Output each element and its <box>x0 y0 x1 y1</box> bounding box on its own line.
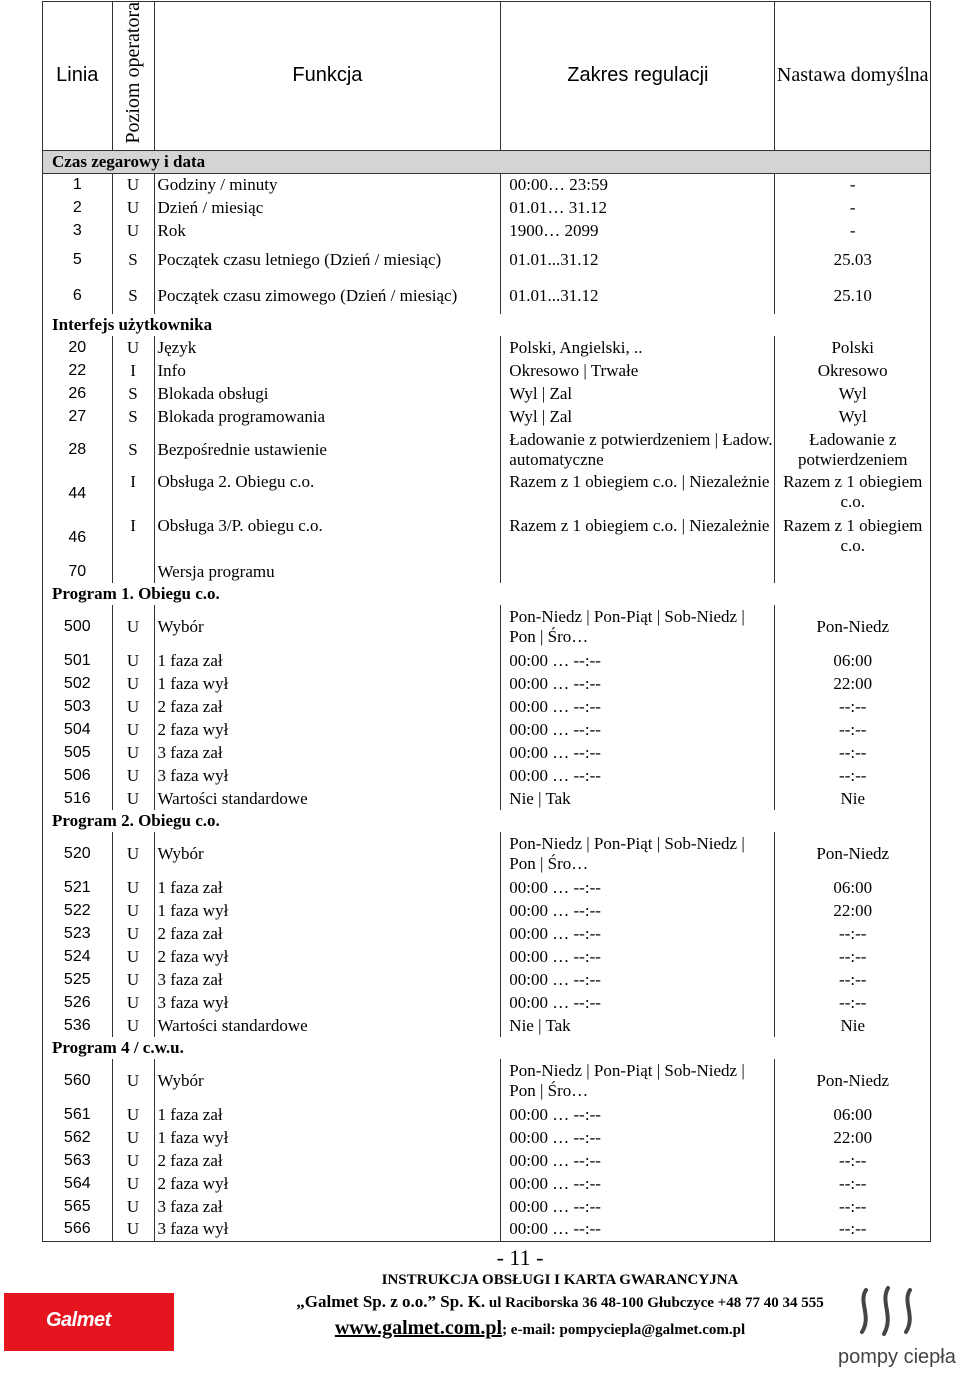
cell-nastawa: Wyl <box>775 382 931 405</box>
section-title: Program 4 / c.w.u. <box>43 1037 931 1059</box>
cell-poziom: U <box>112 1059 154 1103</box>
cell-poziom: S <box>112 278 154 314</box>
table-row <box>43 718 931 741</box>
cell-poziom: S <box>112 405 154 428</box>
cell-funkcja: Blokada programowania <box>154 405 501 428</box>
cell-poziom: I <box>112 516 154 560</box>
cell-zakres: 00:00 … --:-- <box>501 968 775 991</box>
cell-zakres: Okresowo | Trwałe <box>501 359 775 382</box>
cell-zakres: Razem z 1 obiegiem c.o. | Niezależnie <box>501 516 775 560</box>
cell-zakres: 00:00 … --:-- <box>501 991 775 1014</box>
cell-zakres: Polski, Angielski, .. <box>501 336 775 359</box>
pompy-ciepla-text: pompy ciepła <box>838 1346 956 1368</box>
cell-zakres: 00:00 … --:-- <box>501 741 775 764</box>
table-row <box>43 876 931 899</box>
cell-funkcja: 3 faza zał <box>154 1195 501 1218</box>
cell-zakres: Razem z 1 obiegiem c.o. | Niezależnie <box>501 472 775 516</box>
cell-poziom: U <box>112 695 154 718</box>
cell-nastawa: 06:00 <box>775 1103 931 1126</box>
cell-nastawa: Razem z 1 obiegiem c.o. <box>775 472 931 516</box>
cell-zakres: 1900… 2099 <box>501 219 775 242</box>
cell-zakres <box>501 560 775 583</box>
cell-zakres: 00:00 … --:-- <box>501 649 775 672</box>
footer-email: ; e-mail: pompyciepla@galmet.com.pl <box>502 1322 746 1338</box>
cell-funkcja: 1 faza wył <box>154 1126 501 1149</box>
cell-funkcja: Obsługa 2. Obiegu c.o. <box>154 472 501 516</box>
cell-zakres: Pon-Niedz | Pon-Piąt | Sob-Niedz | Pon | Śro… <box>501 605 775 649</box>
table-row <box>43 173 931 196</box>
cell-linia: 6 <box>43 278 113 314</box>
header-zakres: Zakres regulacji <box>501 2 775 151</box>
table-row <box>43 196 931 219</box>
cell-nastawa: Pon-Niedz <box>775 1059 931 1103</box>
cell-linia: 523 <box>43 922 113 945</box>
cell-funkcja: 3 faza wył <box>154 991 501 1014</box>
cell-poziom: U <box>112 968 154 991</box>
cell-funkcja: Bezpośrednie ustawienie <box>154 428 501 472</box>
cell-funkcja: Godziny / minuty <box>154 173 501 196</box>
cell-funkcja: Wersja programu <box>154 560 501 583</box>
cell-zakres: 01.01...31.12 <box>501 278 775 314</box>
cell-poziom: S <box>112 382 154 405</box>
cell-funkcja: 2 faza wył <box>154 945 501 968</box>
cell-nastawa: --:-- <box>775 718 931 741</box>
cell-zakres: 01.01...31.12 <box>501 242 775 278</box>
section-title: Czas zegarowy i data <box>43 150 931 173</box>
cell-funkcja: 1 faza wył <box>154 672 501 695</box>
cell-funkcja: 2 faza zał <box>154 922 501 945</box>
cell-linia: 70 <box>43 560 113 583</box>
cell-nastawa: 25.03 <box>775 242 931 278</box>
cell-linia: 1 <box>43 173 113 196</box>
cell-nastawa: Nie <box>775 1014 931 1037</box>
cell-funkcja: 3 faza zał <box>154 741 501 764</box>
cell-funkcja: 2 faza wył <box>154 1172 501 1195</box>
cell-poziom: U <box>112 899 154 922</box>
header-poziom-label: Poziom operatora <box>122 2 145 144</box>
cell-linia: 506 <box>43 764 113 787</box>
cell-linia: 503 <box>43 695 113 718</box>
cell-funkcja: 3 faza wył <box>154 764 501 787</box>
cell-zakres: 00:00 … --:-- <box>501 876 775 899</box>
cell-nastawa: - <box>775 196 931 219</box>
cell-poziom: U <box>112 649 154 672</box>
cell-nastawa: 22:00 <box>775 672 931 695</box>
cell-linia: 44 <box>43 472 113 516</box>
cell-nastawa: --:-- <box>775 968 931 991</box>
cell-poziom: U <box>112 672 154 695</box>
cell-zakres: Pon-Niedz | Pon-Piąt | Sob-Niedz | Pon | Śro… <box>501 832 775 876</box>
table-row <box>43 560 931 583</box>
cell-poziom: S <box>112 242 154 278</box>
cell-funkcja: Wybór <box>154 832 501 876</box>
cell-zakres: 00:00 … --:-- <box>501 922 775 945</box>
table-row <box>43 336 931 359</box>
cell-zakres: 00:00 … --:-- <box>501 899 775 922</box>
cell-poziom: I <box>112 359 154 382</box>
cell-linia: 562 <box>43 1126 113 1149</box>
cell-nastawa: --:-- <box>775 945 931 968</box>
cell-nastawa: --:-- <box>775 1172 931 1195</box>
cell-nastawa: 22:00 <box>775 1126 931 1149</box>
cell-funkcja: Dzień / miesiąc <box>154 196 501 219</box>
cell-poziom: U <box>112 922 154 945</box>
table-row <box>43 832 931 876</box>
cell-nastawa: Pon-Niedz <box>775 832 931 876</box>
header-nastawa <box>775 2 931 151</box>
cell-linia: 22 <box>43 359 113 382</box>
cell-poziom: S <box>112 428 154 472</box>
table-row <box>43 649 931 672</box>
table-row <box>43 605 931 649</box>
cell-nastawa: Nie <box>775 787 931 810</box>
table-row <box>43 741 931 764</box>
cell-linia: 2 <box>43 196 113 219</box>
cell-zakres: 00:00 … --:-- <box>501 1126 775 1149</box>
cell-linia: 563 <box>43 1149 113 1172</box>
cell-funkcja: Początek czasu zimowego (Dzień / miesiąc) <box>154 278 501 314</box>
cell-funkcja: Info <box>154 359 501 382</box>
cell-funkcja: 3 faza zał <box>154 968 501 991</box>
cell-linia: 525 <box>43 968 113 991</box>
cell-linia: 524 <box>43 945 113 968</box>
cell-funkcja: Wybór <box>154 1059 501 1103</box>
cell-poziom: U <box>112 173 154 196</box>
cell-zakres: 00:00 … --:-- <box>501 672 775 695</box>
table-row <box>43 968 931 991</box>
table-row <box>43 922 931 945</box>
table-row <box>43 1218 931 1241</box>
cell-nastawa: Ładowanie z potwierdzeniem <box>775 428 931 472</box>
settings-table <box>42 1 931 1242</box>
table-row <box>43 1126 931 1149</box>
cell-funkcja: Język <box>154 336 501 359</box>
cell-poziom: U <box>112 1014 154 1037</box>
cell-nastawa: Okresowo <box>775 359 931 382</box>
footer-address: ul Raciborska 36 48-100 Głubczyce +48 77 40 34 555 <box>485 1295 824 1311</box>
table-body <box>43 150 931 1241</box>
section-title: Program 2. Obiegu c.o. <box>43 810 931 832</box>
galmet-logo <box>4 1293 174 1351</box>
cell-linia: 46 <box>43 516 113 560</box>
table-row <box>43 945 931 968</box>
cell-zakres: 00:00… 23:59 <box>501 173 775 196</box>
cell-nastawa: - <box>775 173 931 196</box>
cell-linia: 501 <box>43 649 113 672</box>
header-nastawa-label: Nastawa domyślna <box>776 64 929 87</box>
section-title: Program 1. Obiegu c.o. <box>43 583 931 605</box>
cell-linia: 3 <box>43 219 113 242</box>
cell-funkcja: 2 faza wył <box>154 718 501 741</box>
cell-poziom: U <box>112 991 154 1014</box>
cell-linia: 5 <box>43 242 113 278</box>
cell-zakres: 00:00 … --:-- <box>501 764 775 787</box>
cell-nastawa: - <box>775 219 931 242</box>
table-row <box>43 242 931 278</box>
cell-zakres: 00:00 … --:-- <box>501 718 775 741</box>
cell-linia: 560 <box>43 1059 113 1103</box>
cell-nastawa: 25.10 <box>775 278 931 314</box>
cell-funkcja: 1 faza zał <box>154 876 501 899</box>
cell-nastawa: 22:00 <box>775 899 931 922</box>
table-row <box>43 1195 931 1218</box>
cell-zakres: 00:00 … --:-- <box>501 1149 775 1172</box>
table-row <box>43 359 931 382</box>
table-row <box>43 428 931 472</box>
footer-company: „Galmet Sp. z o.o.” Sp. K. <box>296 1292 486 1311</box>
cell-zakres: 00:00 … --:-- <box>501 1172 775 1195</box>
cell-funkcja: Wartości standardowe <box>154 1014 501 1037</box>
table-row <box>43 899 931 922</box>
header-linia: Linia <box>43 2 113 151</box>
cell-linia: 561 <box>43 1103 113 1126</box>
cell-zakres: 00:00 … --:-- <box>501 695 775 718</box>
cell-nastawa: 06:00 <box>775 876 931 899</box>
cell-poziom: U <box>112 1195 154 1218</box>
table-header-row <box>43 2 931 151</box>
table-row <box>43 672 931 695</box>
section-row <box>43 150 931 173</box>
cell-linia: 26 <box>43 382 113 405</box>
cell-linia: 522 <box>43 899 113 922</box>
cell-funkcja: 1 faza zał <box>154 649 501 672</box>
cell-linia: 505 <box>43 741 113 764</box>
cell-nastawa: --:-- <box>775 922 931 945</box>
table-row <box>43 405 931 428</box>
cell-nastawa: --:-- <box>775 991 931 1014</box>
table-row <box>43 1014 931 1037</box>
cell-zakres: Nie | Tak <box>501 1014 775 1037</box>
cell-nastawa: --:-- <box>775 1195 931 1218</box>
cell-zakres: 00:00 … --:-- <box>501 1195 775 1218</box>
table-row <box>43 695 931 718</box>
cell-zakres: Wyl | Zal <box>501 382 775 405</box>
cell-zakres: 00:00 … --:-- <box>501 1218 775 1241</box>
cell-linia: 20 <box>43 336 113 359</box>
cell-zakres: 00:00 … --:-- <box>501 1103 775 1126</box>
cell-linia: 504 <box>43 718 113 741</box>
cell-zakres: Pon-Niedz | Pon-Piąt | Sob-Niedz | Pon | Śro… <box>501 1059 775 1103</box>
cell-poziom: U <box>112 1172 154 1195</box>
galmet-logo-text: Galmet <box>46 1309 111 1331</box>
cell-nastawa: Polski <box>775 336 931 359</box>
cell-poziom: U <box>112 876 154 899</box>
cell-linia: 28 <box>43 428 113 472</box>
cell-linia: 516 <box>43 787 113 810</box>
table-row <box>43 1103 931 1126</box>
cell-poziom: I <box>112 472 154 516</box>
cell-poziom: U <box>112 718 154 741</box>
cell-nastawa: Pon-Niedz <box>775 605 931 649</box>
cell-funkcja: Wartości standardowe <box>154 787 501 810</box>
table-row <box>43 787 931 810</box>
header-funkcja: Funkcja <box>154 2 501 151</box>
cell-zakres: Wyl | Zal <box>501 405 775 428</box>
cell-poziom: U <box>112 787 154 810</box>
cell-nastawa <box>775 560 931 583</box>
pompy-ciepla-logo <box>836 1282 960 1372</box>
cell-funkcja: 2 faza zał <box>154 695 501 718</box>
cell-poziom: U <box>112 219 154 242</box>
cell-funkcja: 1 faza wył <box>154 899 501 922</box>
section-row <box>43 1037 931 1059</box>
cell-poziom: U <box>112 1149 154 1172</box>
cell-zakres: 01.01… 31.12 <box>501 196 775 219</box>
cell-nastawa: --:-- <box>775 695 931 718</box>
cell-poziom: U <box>112 196 154 219</box>
footer-website-link[interactable]: www.galmet.com.pl <box>334 1317 503 1339</box>
section-row <box>43 314 931 336</box>
cell-poziom <box>112 560 154 583</box>
cell-linia: 536 <box>43 1014 113 1037</box>
cell-funkcja: Obsługa 3/P. obiegu c.o. <box>154 516 501 560</box>
footer-title: INSTRUKCJA OBSŁUGI I KARTA GWARANCYJNA <box>381 1272 739 1288</box>
cell-zakres: Nie | Tak <box>501 787 775 810</box>
cell-poziom: U <box>112 336 154 359</box>
table-row <box>43 516 931 560</box>
cell-linia: 564 <box>43 1172 113 1195</box>
table-row <box>43 1149 931 1172</box>
cell-poziom: U <box>112 1218 154 1241</box>
cell-funkcja: 1 faza zał <box>154 1103 501 1126</box>
cell-poziom: U <box>112 832 154 876</box>
cell-linia: 500 <box>43 605 113 649</box>
cell-linia: 565 <box>43 1195 113 1218</box>
table-row <box>43 1172 931 1195</box>
cell-linia: 526 <box>43 991 113 1014</box>
cell-poziom: U <box>112 764 154 787</box>
cell-funkcja: 3 faza wył <box>154 1218 501 1241</box>
table-row <box>43 991 931 1014</box>
table-row <box>43 764 931 787</box>
table-row <box>43 278 931 314</box>
cell-nastawa: Razem z 1 obiegiem c.o. <box>775 516 931 560</box>
cell-poziom: U <box>112 1103 154 1126</box>
cell-nastawa: --:-- <box>775 764 931 787</box>
heat-waves-icon <box>836 1282 960 1346</box>
page-number: - 11 - <box>496 1245 544 1270</box>
section-row <box>43 583 931 605</box>
cell-funkcja: Początek czasu letniego (Dzień / miesiąc) <box>154 242 501 278</box>
cell-linia: 521 <box>43 876 113 899</box>
cell-poziom: U <box>112 945 154 968</box>
cell-poziom: U <box>112 1126 154 1149</box>
cell-nastawa: --:-- <box>775 741 931 764</box>
cell-nastawa: 06:00 <box>775 649 931 672</box>
cell-nastawa: Wyl <box>775 405 931 428</box>
cell-linia: 566 <box>43 1218 113 1241</box>
table-row <box>43 1059 931 1103</box>
section-title: Interfejs użytkownika <box>43 314 931 336</box>
cell-linia: 502 <box>43 672 113 695</box>
cell-nastawa: --:-- <box>775 1218 931 1241</box>
cell-poziom: U <box>112 605 154 649</box>
cell-funkcja: Blokada obsługi <box>154 382 501 405</box>
cell-nastawa: --:-- <box>775 1149 931 1172</box>
table-row <box>43 219 931 242</box>
cell-funkcja: Wybór <box>154 605 501 649</box>
cell-linia: 520 <box>43 832 113 876</box>
footer-contact-line <box>260 1317 820 1340</box>
cell-funkcja: Rok <box>154 219 501 242</box>
table-row <box>43 382 931 405</box>
table-row <box>43 472 931 516</box>
footer-company-line <box>240 1292 880 1312</box>
cell-zakres: Ładowanie z potwierdzeniem | Ładow. automatyczne <box>501 428 775 472</box>
section-row <box>43 810 931 832</box>
cell-zakres: 00:00 … --:-- <box>501 945 775 968</box>
cell-funkcja: 2 faza zał <box>154 1149 501 1172</box>
cell-linia: 27 <box>43 405 113 428</box>
cell-poziom: U <box>112 741 154 764</box>
header-poziom <box>112 2 154 151</box>
